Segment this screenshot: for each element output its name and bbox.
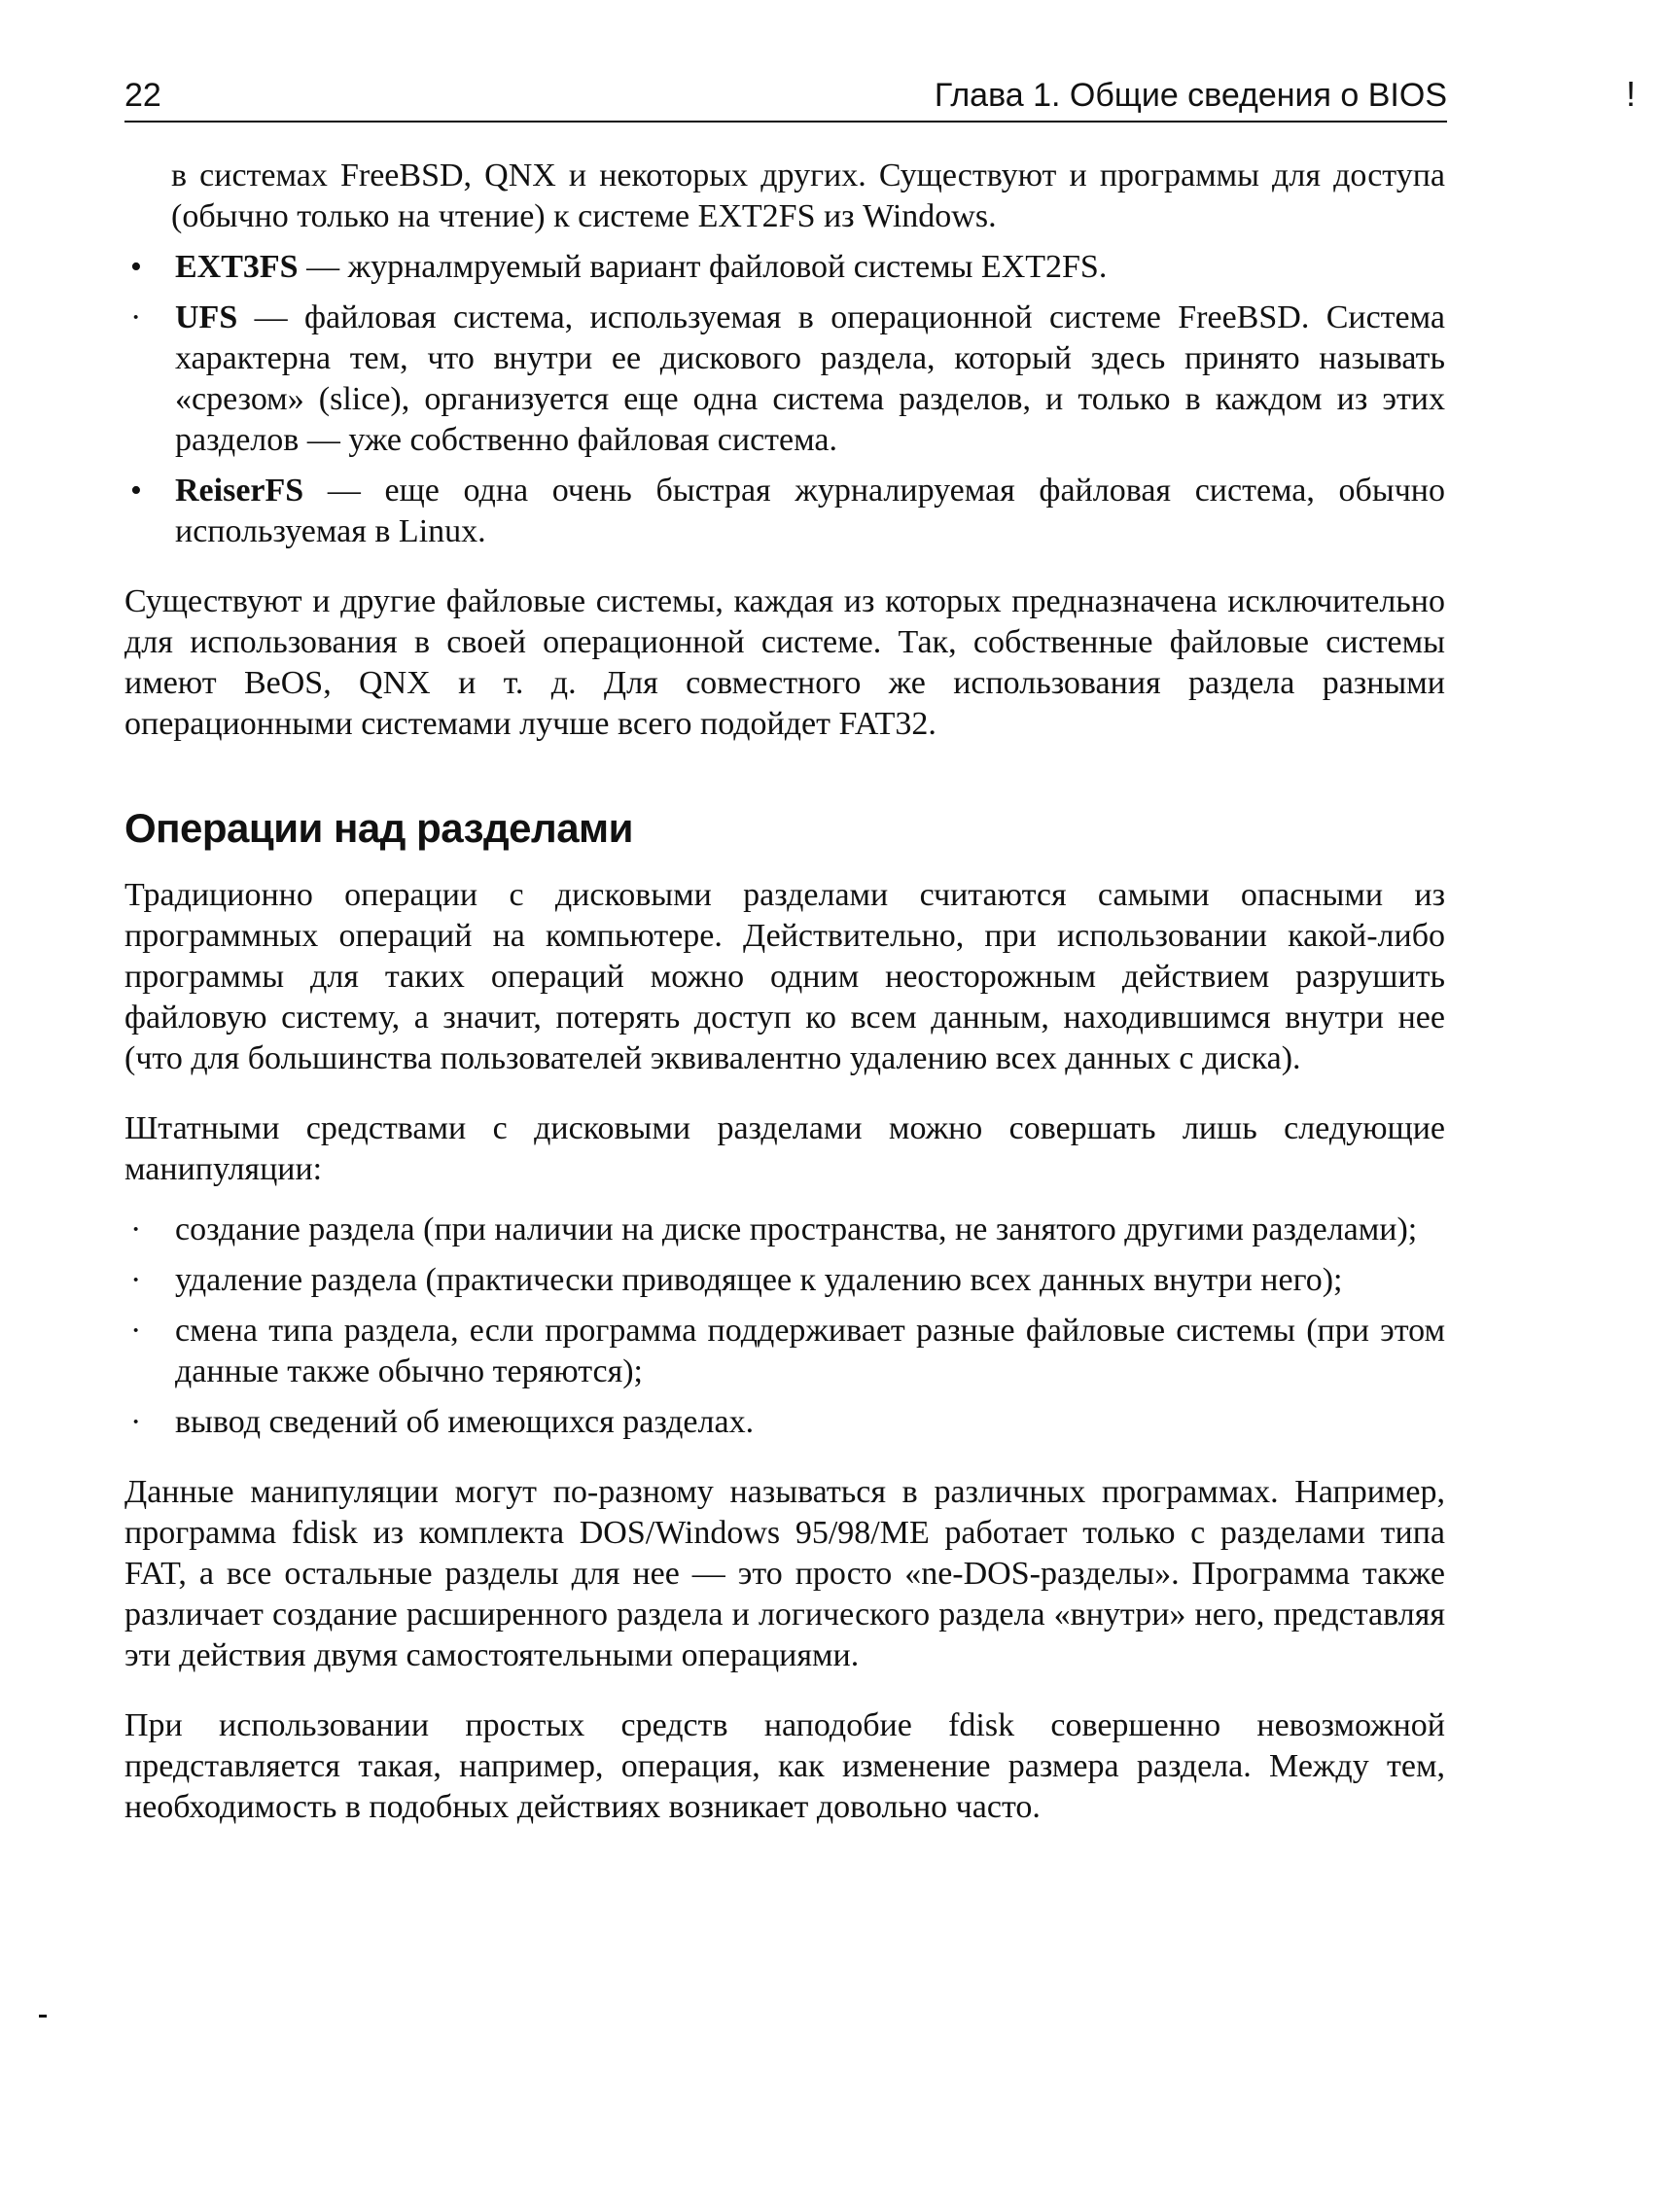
page-body: [124, 156, 1445, 1828]
operations-list: [124, 1210, 1445, 1443]
filesystem-list: [124, 247, 1445, 552]
list-item-text: создание раздела (при наличии на диске пространства, не занятого другими разделами);: [175, 1211, 1418, 1247]
bullet-icon: •: [130, 473, 142, 509]
chapter-title: Глава 1. Общие сведения о BIOS: [934, 77, 1447, 114]
definition: — еще одна очень быстрая журналируемая файловая система, обычно используемая в Linux.: [175, 473, 1445, 549]
paragraph: Традиционно операции с дисковыми разделами считаются самыми опасными из программных операций на компьютере. Действительно, при использовании какой-либо программы для таких операций можно одним неосторожным действием разрушить файловую систему, а значит, потерять доступ ко всем данным, находившимся внутри нее (что для большинства пользователей эквивалентно удалению всех данных с диска).: [124, 877, 1445, 1076]
list-item-text: вывод сведений об имеющихся разделах.: [175, 1404, 755, 1440]
definition: — файловая система, используемая в операционной системе FreeBSD. Система характерна тем, что внутри ее дискового раздела, который здесь принято называть «срезом» (slice), организуется еще одна система разделов, и только в каждом из этих разделов — уже собственно файловая система.: [175, 299, 1445, 458]
page-number: 22: [124, 77, 161, 114]
list-item: [124, 471, 1445, 552]
running-header: [124, 70, 1447, 123]
margin-dash: [39, 2015, 47, 2018]
bullet-icon: ·: [130, 1404, 142, 1440]
list-item: [124, 1402, 1445, 1443]
list-item-text: смена типа раздела, если программа поддерживает разные файловые системы (при этом данные также обычно теряются);: [175, 1313, 1445, 1389]
paragraph: Штатными средствами с дисковыми разделами можно совершать лишь следующие манипуляции:: [124, 1110, 1445, 1187]
list-item: [124, 1210, 1445, 1250]
continuation-paragraph: в системах FreeBSD, QNX и некоторых других. Существуют и программы для доступа (обычно только на чтение) к системе EXT2FS из Windows.: [171, 158, 1445, 234]
bullet-icon: ·: [130, 1211, 142, 1247]
term: EXT3FS: [175, 249, 299, 285]
term: ReiserFS: [175, 473, 304, 509]
bullet-icon: ·: [130, 299, 142, 335]
paragraph: Данные манипуляции могут по-разному называться в различных программах. Например, программа fdisk из комплекта DOS/Windows 95/98/ME работает только с разделами типа FAT, а все остальные разделы для нее — это просто «ne-DOS-разделы». Программа также различает создание расширенного раздела и логического раздела «внутри» него, представляя эти действия двумя самостоятельными операциями.: [124, 1474, 1445, 1673]
list-item: [124, 1260, 1445, 1301]
section-heading: Операции над разделами: [124, 805, 633, 851]
list-item: [124, 1311, 1445, 1392]
list-item-text: удаление раздела (практически приводящее к удалению всех данных внутри него);: [175, 1262, 1343, 1298]
bullet-icon: •: [130, 249, 142, 285]
term: UFS: [175, 299, 238, 335]
margin-mark: !: [1626, 74, 1637, 114]
list-item: [124, 298, 1445, 461]
bullet-icon: ·: [130, 1313, 142, 1349]
paragraph: Существуют и другие файловые системы, каждая из которых предназначена исключительно для использования в своей операционной системе. Так, собственные файловые системы имеют BeOS, QNX и т. д. Для совместного же использования раздела разными операционными системами лучше всего подойдет FAT32.: [124, 583, 1445, 742]
definition: — журналмруемый вариант файловой системы EXT2FS.: [298, 249, 1108, 285]
paragraph: При использовании простых средств наподобие fdisk совершенно невозможной представляется такая, например, операция, как изменение размера раздела. Между тем, необходимость в подобных действиях возникает довольно часто.: [124, 1707, 1445, 1825]
list-item: [124, 247, 1445, 288]
bullet-icon: ·: [130, 1262, 142, 1298]
